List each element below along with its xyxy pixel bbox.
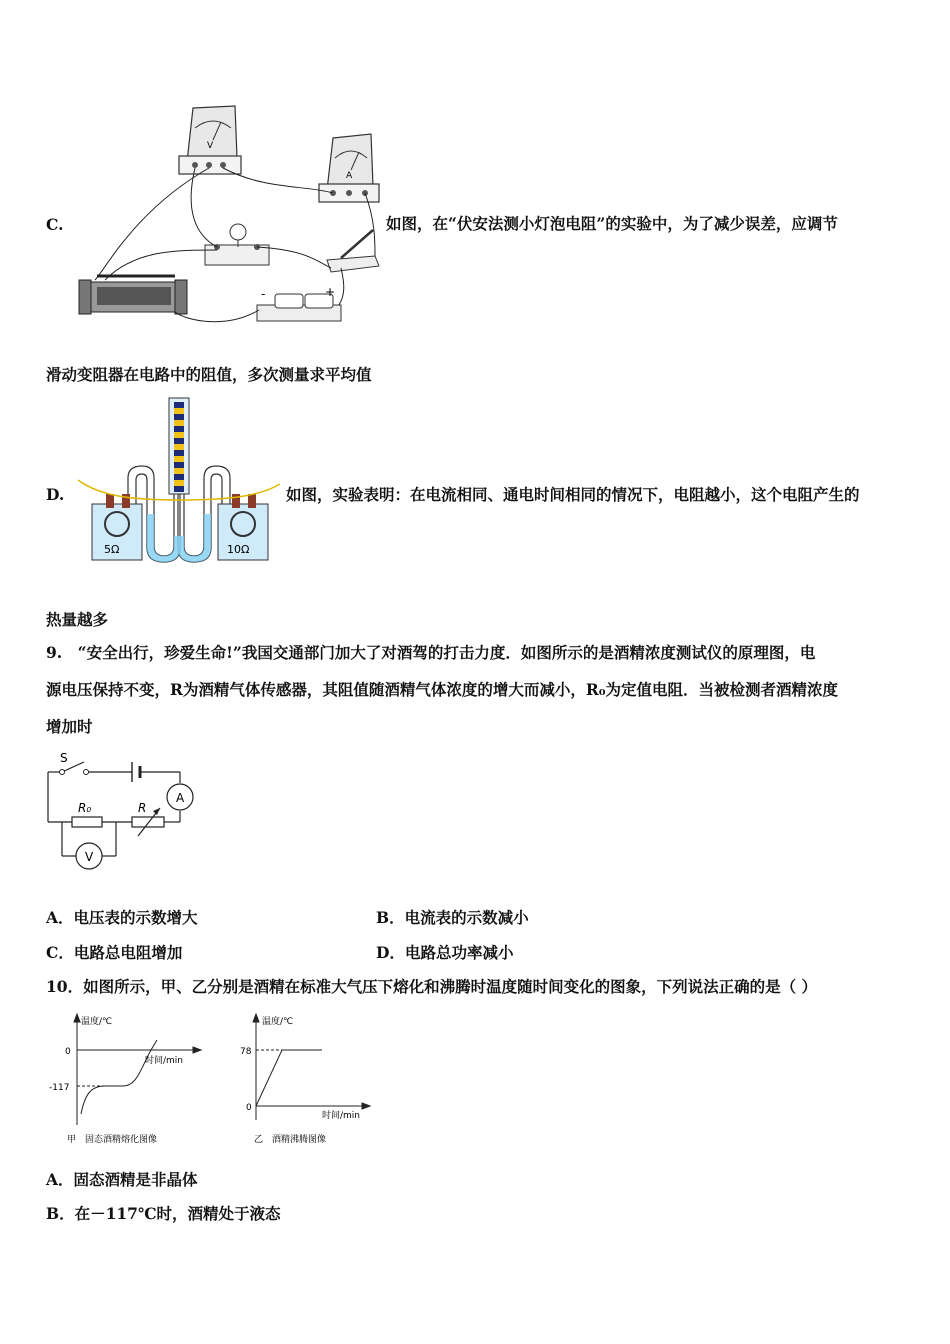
ammeter-label-q9: A (176, 791, 185, 805)
battery-minus: - (261, 287, 266, 301)
q10-option-b: B．在－117℃时，酒精处于液态 (46, 1204, 281, 1223)
graph1-tick-low: -117 (49, 1083, 70, 1093)
battery-plus: + (325, 285, 336, 299)
option-c-letter: C. (46, 215, 64, 234)
voltmeter-label: V (207, 141, 214, 151)
r0-label: R₀ (78, 801, 92, 815)
right-res-label: 10Ω (227, 543, 250, 556)
graph2-ylabel: 温度/℃ (262, 1017, 294, 1027)
graph2-xlabel: 时间/min (322, 1111, 361, 1121)
graph1-tick-zero: 0 (65, 1047, 71, 1057)
option-d-text-line1: 如图，实验表明：在电流相同、通电时间相同的情况下，电阻越小，这个电阻产生的 (286, 485, 860, 504)
q9-option-a: A．电压表的示数增大 (46, 908, 198, 927)
q9-line1: 9. “安全出行，珍爱生命!”我国交通部门加大了对酒驾的打击力度．如图所示的是酒精浓度测试仪的原理图，电 (46, 643, 816, 662)
rheostat-icon (79, 276, 187, 314)
r-label: R (138, 801, 147, 815)
voltmeter-icon (179, 106, 241, 174)
scale-marks (174, 402, 184, 492)
switch-label: S (60, 751, 68, 765)
option-c-text-line1: 如图，在“伏安法测小灯泡电阻”的实验中，为了减少误差，应调节 (386, 214, 838, 233)
option-d-letter: D. (46, 485, 65, 504)
q10-stem: 10．如图所示，甲、乙分别是酒精在标准大气压下熔化和沸腾时温度随时间变化的图象，下列说法正确的是（ ） (46, 977, 817, 996)
graph1-ylabel: 温度/℃ (81, 1017, 113, 1027)
ammeter-label: A (346, 171, 353, 181)
battery-icon (257, 285, 341, 321)
q10-option-a: A．固态酒精是非晶体 (46, 1170, 198, 1189)
voltmeter-label-q9: V (85, 850, 94, 864)
q9-line3: 增加时 (46, 717, 93, 736)
graph1-caption: 甲 固态酒精熔化图像 (67, 1135, 158, 1145)
figure-voltammetry-circuit (75, 100, 385, 325)
graph2-tick-zero: 0 (246, 1103, 252, 1113)
graph1-xlabel: 时间/min (145, 1056, 184, 1066)
graph-melting (45, 1010, 205, 1150)
graph2-tick-high: 78 (240, 1047, 252, 1057)
graph2-caption: 乙 酒精沸腾图像 (254, 1135, 327, 1145)
lamp-icon (205, 224, 269, 265)
switch-icon (327, 230, 379, 272)
figure-joule-heat-experiment (70, 396, 285, 568)
left-res-label: 5Ω (104, 543, 120, 556)
q9-option-c: C．电路总电阻增加 (46, 943, 183, 962)
graph-boiling (230, 1010, 380, 1150)
q9-option-d: D．电路总功率减小 (376, 943, 514, 962)
q9-option-b: B．电流表的示数减小 (376, 908, 529, 927)
q9-line2: 源电压保持不变，R为酒精气体传感器，其阻值随酒精气体浓度的增大而减小，R₀为定值电阻．当被检测者酒精浓度 (46, 680, 839, 699)
option-c-text-line2: 滑动变阻器在电路中的阻值，多次测量求平均值 (46, 365, 372, 384)
option-d-text-line2: 热量越多 (46, 610, 109, 629)
figure-alcohol-tester-circuit (40, 748, 205, 873)
